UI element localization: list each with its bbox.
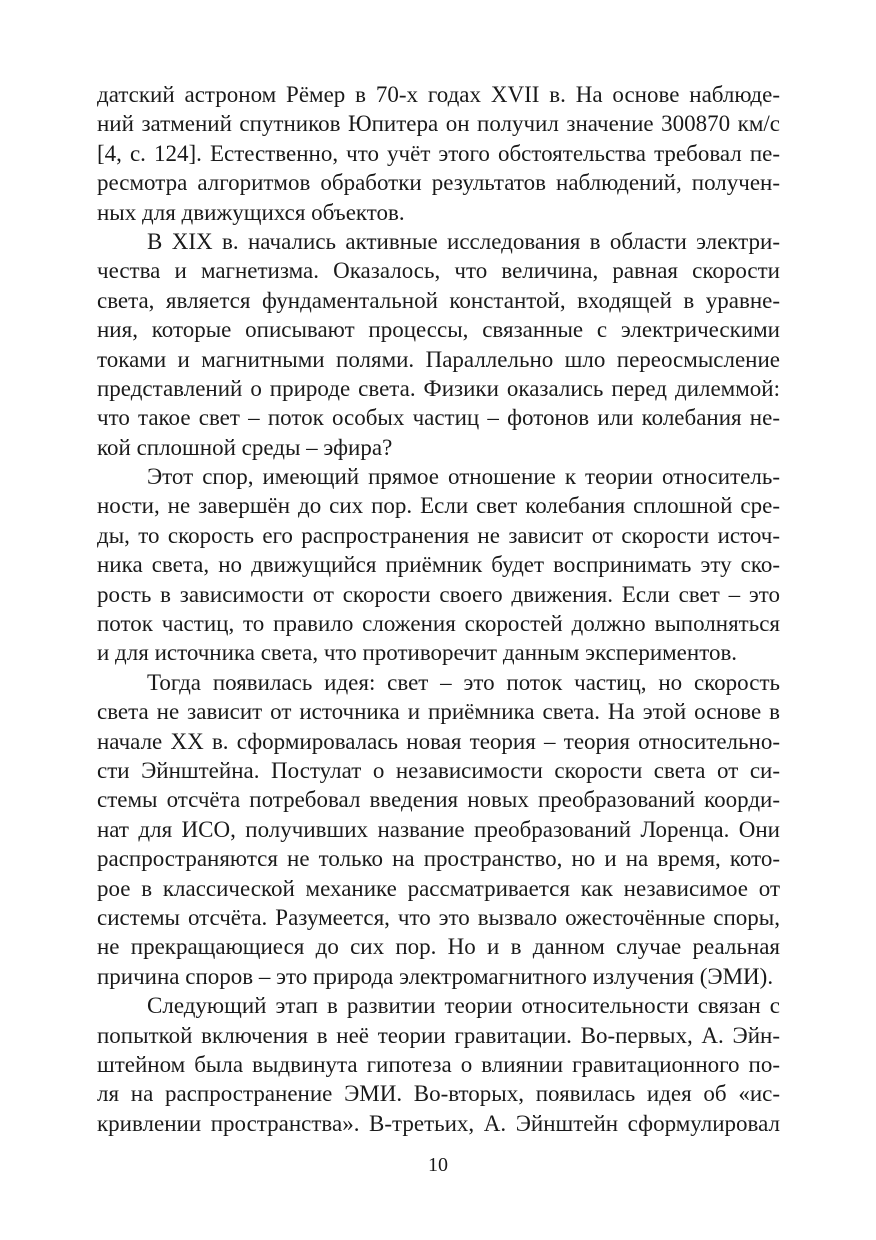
text-line: распространяются не только на пространство, но и на время, кото- — [97, 846, 780, 872]
text-line: рое в классической механике рассматривается как независимое от — [97, 875, 780, 901]
text-line: не прекращающиеся до сих пор. Но и в данном случае реальная — [97, 934, 780, 960]
text-line: попыткой включения в неё теории гравитации. Во-первых, А. Эйн- — [97, 1022, 780, 1048]
text-line: сти Эйнштейна. Постулат о независимости скорости света от си- — [97, 757, 780, 783]
text-line: ний затмений спутников Юпитера он получил значение 300870 км/с — [97, 111, 780, 137]
text-line: стемы отсчёта потребовал введения новых преобразований коорди- — [97, 787, 780, 813]
text-line: начале XX в. сформировалась новая теория – теория относительно- — [97, 728, 780, 754]
text-line: ных для движущихся объектов. — [97, 199, 405, 225]
text-line: представлений о природе света. Физики оказались перед дилеммой: — [97, 375, 780, 401]
text-line: нат для ИСО, получивших название преобразований Лоренца. Они — [97, 816, 780, 842]
text-line: ника света, но движущийся приёмник будет воспринимать эту ско- — [97, 552, 780, 578]
text-line: и для источника света, что противоречит данным экспериментов. — [97, 640, 738, 666]
text-line: света не зависит от источника и приёмника света. На этой основе в — [97, 699, 780, 725]
text-line: ности, не завершён до сих пор. Если свет колебания сплошной сре- — [97, 493, 780, 519]
text-line: ды, то скорость его распространения не зависит от скорости источ- — [97, 522, 780, 548]
text-line: В XIX в. начались активные исследования в области электри- — [147, 228, 780, 254]
page-body — [97, 80, 780, 1138]
paragraph-3 — [97, 462, 780, 668]
paragraph-2 — [97, 227, 780, 462]
text-line: датский астроном Рёмер в 70-х годах XVII в. На основе наблюде- — [97, 82, 780, 107]
text-line: ресмотра алгоритмов обработки результатов наблюдений, получен- — [97, 170, 780, 196]
text-line: ния, которые описывают процессы, связанные с электрическими — [97, 317, 780, 343]
text-line: что такое свет – поток особых частиц – фотонов или колебания не- — [97, 405, 780, 431]
paragraph-1 — [97, 80, 780, 227]
text-line: токами и магнитными полями. Параллельно шло переосмысление — [97, 346, 780, 372]
paragraph-4 — [97, 668, 780, 991]
text-line: кой сплошной среды – эфира? — [97, 434, 393, 460]
text-line: системы отсчёта. Разумеется, что это вызвало ожесточённые споры, — [97, 904, 780, 930]
page-number: 10 — [428, 1154, 448, 1176]
text-line: света, является фундаментальной константой, входящей в уравне- — [97, 287, 780, 313]
text-line: ля на распространение ЭМИ. Во-вторых, появилась идея об «ис- — [97, 1081, 780, 1107]
text-line: штейном была выдвинута гипотеза о влиянии гравитационного по- — [97, 1051, 780, 1077]
text-line: чества и магнетизма. Оказалось, что величина, равная скорости — [97, 258, 780, 284]
text-line: Следующий этап в развитии теории относительности связан с — [147, 993, 780, 1019]
text-line: причина споров – это природа электромагнитного излучения (ЭМИ). — [97, 963, 774, 989]
text-line: поток частиц, то правило сложения скоростей должно выполняться — [97, 611, 780, 637]
paragraph-5 — [97, 991, 780, 1138]
text-line: [4, с. 124]. Естественно, что учёт этого обстоятельства требовал пе- — [97, 140, 780, 166]
text-line: кривлении пространства». В-третьих, А. Эйнштейн сформулировал — [97, 1110, 780, 1136]
text-line: рость в зависимости от скорости своего движения. Если свет – это — [97, 581, 780, 607]
text-line: Этот спор, имеющий прямое отношение к теории относитель- — [147, 464, 780, 490]
text-line: Тогда появилась идея: свет – это поток частиц, но скорость — [147, 669, 780, 695]
